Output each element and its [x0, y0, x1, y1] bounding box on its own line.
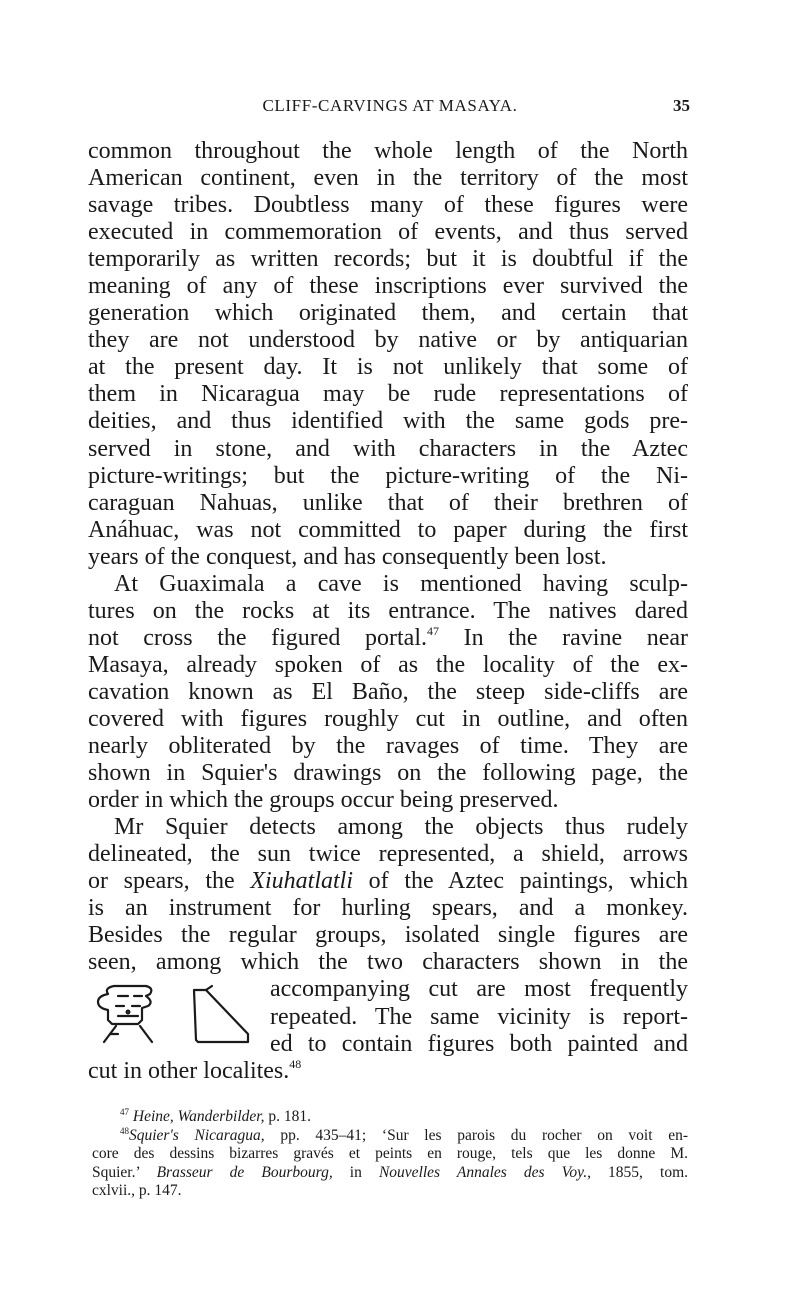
text-line: Masaya, already spoken of as the locality of the ex-	[88, 651, 688, 678]
italic-term: Xiuhatlatli	[250, 868, 353, 895]
figure-wrap-zone	[88, 976, 688, 1057]
text-line	[88, 868, 688, 895]
footnote-48	[92, 1127, 688, 1146]
running-head	[90, 96, 690, 122]
footnote-line: core des dessins bizarres gravés et peints en rouge, tels que les donne M.	[92, 1145, 688, 1163]
text-line: is an instrument for hurling spears, and a monkey.	[88, 895, 688, 922]
text-line: executed in commemoration of events, and thus served	[88, 219, 688, 246]
text-line: generation which originated them, and certain that	[88, 300, 688, 327]
text-line: seen, among which the two characters shown in the	[88, 949, 688, 976]
step-glyph-figure	[194, 986, 248, 1042]
text-line: Besides the regular groups, isolated single figures are	[88, 922, 688, 949]
footnotes	[92, 1108, 688, 1201]
text-line: they are not understood by native or by antiquarian	[88, 327, 688, 354]
text-line: served in stone, and with characters in the Aztec	[88, 435, 688, 462]
carved-figures-illustration	[88, 982, 258, 1066]
text-line: caraguan Nahuas, unlike that of their brethren of	[88, 489, 688, 516]
text-line: covered with figures roughly cut in outline, and often	[88, 705, 688, 732]
text-line: them in Nicaragua may be rude representations of	[88, 381, 688, 408]
footnote-mark: 48	[120, 1125, 129, 1136]
text-line: At Guaximala a cave is mentioned having sculp-	[114, 570, 688, 597]
text-line: order in which the groups occur being preserved.	[88, 787, 559, 814]
text-line: ed to contain figures both painted and	[270, 1030, 688, 1057]
footnote-author: Brasseur de Bourbourg,	[156, 1163, 333, 1181]
text-line: meaning of any of these inscriptions ever survived the	[88, 273, 688, 300]
text-line: shown in Squier's drawings on the following page, the	[88, 760, 688, 787]
footnote-line	[92, 1164, 688, 1183]
footnote-line: cxlvii., p. 147.	[92, 1182, 182, 1200]
text-line: temporarily as written records; but it is doubtful if the	[88, 246, 688, 273]
text-line: cavation known as El Baño, the steep side-cliffs are	[88, 678, 688, 705]
text-line: accompanying cut are most frequently	[270, 976, 688, 1003]
text-line: nearly obliterated by the ravages of time. They are	[88, 733, 688, 760]
text-span: In the ravine near	[439, 624, 688, 651]
footnote-text: pp. 435–41; ‘Sur les parois du rocher on voit en-	[264, 1126, 688, 1144]
text-line: repeated. The same vicinity is report-	[270, 1003, 688, 1030]
face-glyph-figure	[98, 986, 152, 1042]
footnote-text: in	[332, 1163, 379, 1181]
text-span: of the Aztec paintings, which	[353, 868, 688, 895]
footnote-text: 1855, tom.	[590, 1163, 689, 1181]
footnote-mark: 47	[120, 1107, 129, 1117]
text-line	[88, 625, 688, 652]
text-line: Mr Squier detects among the objects thus rudely	[114, 814, 688, 841]
footnote-47	[92, 1108, 688, 1127]
text-line: picture-writings; but the picture-writing of the Ni-	[88, 462, 688, 489]
text-line: at the present day. It is not unlikely that some of	[88, 354, 688, 381]
text-line: deities, and thus identified with the same gods pre-	[88, 408, 688, 435]
running-title: CLIFF-CARVINGS AT MASAYA.	[262, 96, 518, 115]
text-line: savage tribes. Doubtless many of these figures were	[88, 192, 688, 219]
text-span: cut in other localites.	[88, 1057, 290, 1084]
text-line: common throughout the whole length of the North	[88, 138, 688, 164]
text-line: years of the conquest, and has consequently been lost.	[88, 543, 607, 570]
footnote-text: Squier.’	[92, 1163, 157, 1181]
footnote-ref-48: 48	[289, 1056, 302, 1071]
footnote-text: p. 181.	[264, 1108, 311, 1125]
page-number: 35	[673, 96, 690, 115]
body-text	[88, 138, 688, 1085]
footnote-source-title: Squier's Nicaragua,	[129, 1126, 265, 1144]
footnote-ref-47: 47	[427, 623, 440, 638]
text-line: delineated, the sun twice represented, a shield, arrows	[88, 841, 688, 868]
footnote-source-title: Heine, Wanderbilder,	[132, 1108, 265, 1125]
text-line: tures on the rocks at its entrance. The natives dared	[88, 597, 688, 624]
text-line: American continent, even in the territory of the most	[88, 165, 688, 192]
text-line: Anáhuac, was not committed to paper during the first	[88, 516, 688, 543]
text-span: not cross the figured portal.	[88, 624, 428, 651]
footnote-source-title: Nouvelles Annales des Voy.,	[378, 1163, 591, 1181]
text-span: or spears, the	[88, 868, 251, 895]
